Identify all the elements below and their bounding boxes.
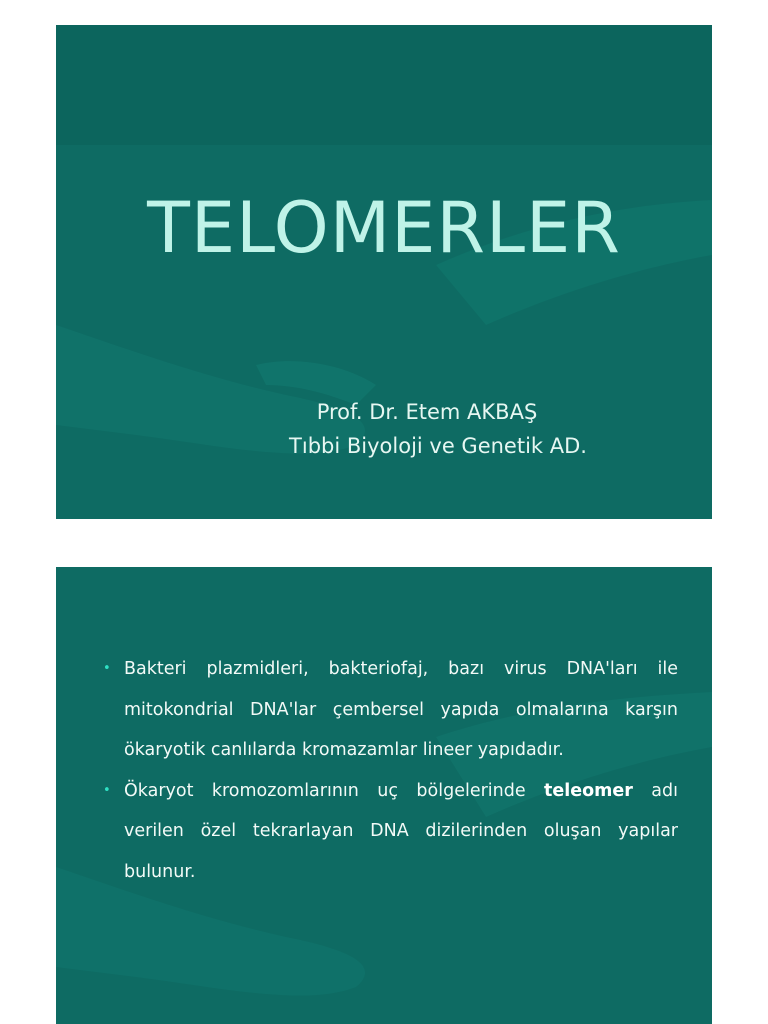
bullet-text-before: Ökaryot kromozomlarının uç bölgelerinde (124, 780, 545, 801)
title-slide (56, 25, 712, 519)
bullet-item (100, 771, 678, 893)
content-slide (56, 567, 712, 1024)
highlighted-term: teleomer (544, 780, 633, 801)
bullet-item (100, 649, 678, 771)
author-block (56, 395, 712, 463)
bullet-text-after: adı verilen özel tekrarlayan DNA dizilerinden oluşan yapılar bulunur. (124, 780, 678, 882)
bullet-dot-icon: • (103, 661, 111, 676)
slide-title: TELOMERLER (147, 187, 621, 269)
author-department: Tıbbi Biyoloji ve Genetik AD. (289, 434, 587, 458)
author-name: Prof. Dr. Etem AKBAŞ (316, 400, 538, 424)
bullet-list (100, 649, 678, 892)
bullet-text: Bakteri plazmidleri, bakteriofaj, bazı virus DNA'ları ile mitokondrial DNA'lar çembersel yapıda olmalarına karşın ökaryotik canlılarda kromazamlar lineer yapıdadır. (124, 659, 678, 760)
bullet-dot-icon: • (103, 782, 111, 798)
